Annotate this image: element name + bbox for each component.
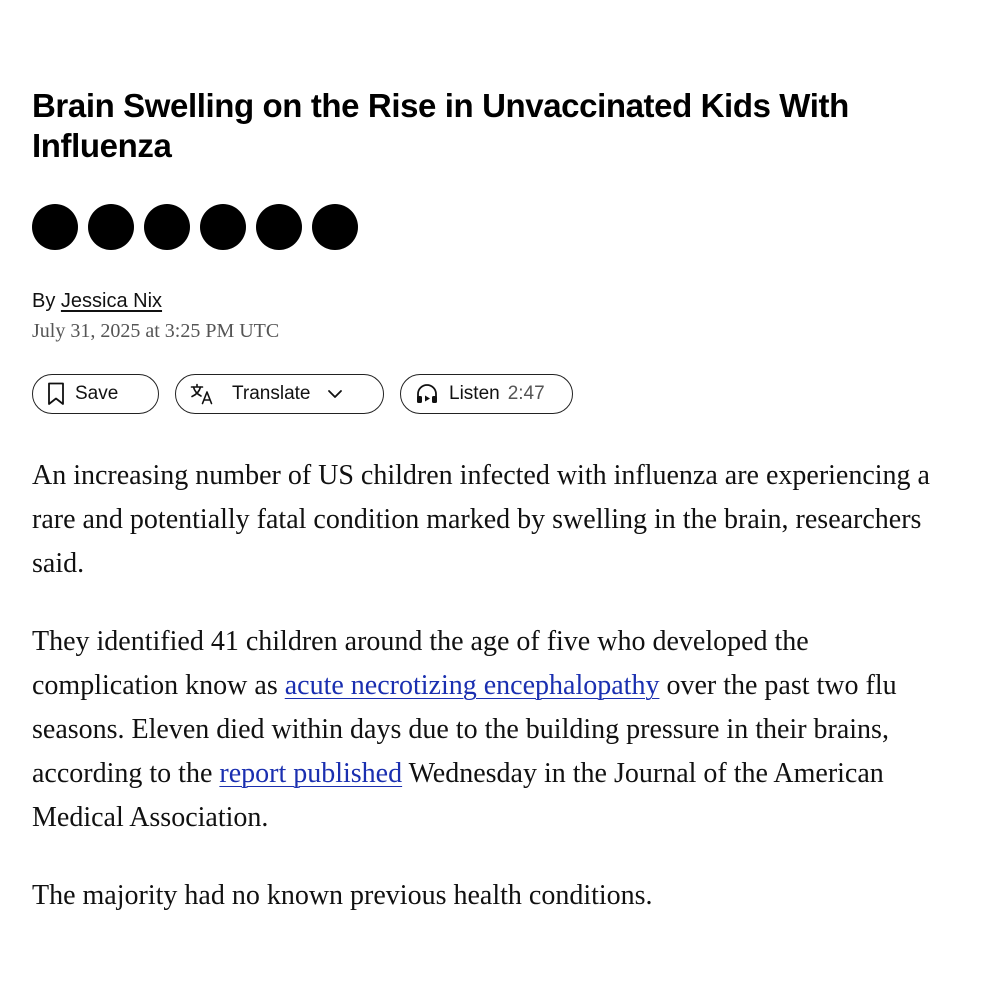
share-bar — [32, 204, 952, 250]
headphones-icon — [415, 383, 439, 405]
bookmark-icon — [47, 382, 65, 406]
byline — [32, 288, 952, 314]
author-link[interactable]: Jessica Nix — [60, 290, 163, 312]
encephalopathy-link[interactable]: acute necrotizing encephalopathy — [284, 670, 660, 701]
paragraph-3: The majority had no known previous health conditions. — [32, 880, 653, 911]
share-icon-1[interactable] — [32, 204, 78, 250]
paragraph-2-text-2: over the past two flu seasons. Eleven died within days due to the building pressure in their brains, according to the — [32, 670, 897, 789]
article-body — [32, 454, 952, 918]
article-headline: Brain Swelling on the Rise in Unvaccinated Kids With Influenza — [32, 87, 849, 164]
share-icon-3[interactable] — [144, 204, 190, 250]
translate-button[interactable] — [175, 374, 384, 414]
share-icon-5[interactable] — [256, 204, 302, 250]
translate-icon — [190, 383, 214, 405]
article-actions — [32, 374, 952, 416]
report-link[interactable]: report published — [219, 758, 403, 789]
share-icon-6[interactable] — [312, 204, 358, 250]
paragraph-2-text-3: Wednesday in the Journal of the American Medical Association. — [32, 758, 884, 833]
publish-date: July 31, 2025 at 3:25 PM UTC — [32, 320, 280, 342]
paragraph-2-text-1: They identified 41 children around the age of five who developed the complication know as — [32, 626, 809, 701]
save-label: Save — [75, 383, 119, 404]
listen-button[interactable] — [400, 374, 573, 414]
paragraph-2 — [32, 620, 952, 840]
share-icon-4[interactable] — [200, 204, 246, 250]
article — [32, 86, 952, 952]
byline-prefix: By — [32, 290, 61, 312]
share-icon-2[interactable] — [88, 204, 134, 250]
listen-label: Listen — [449, 383, 500, 404]
translate-label: Translate — [232, 383, 311, 404]
listen-duration: 2:47 — [507, 383, 545, 404]
save-button[interactable] — [32, 374, 159, 414]
paragraph-1: An increasing number of US children infected with influenza are experiencing a rare and potentially fatal condition marked by swelling in the brain, researchers said. — [32, 460, 930, 579]
chevron-down-icon — [327, 389, 343, 399]
